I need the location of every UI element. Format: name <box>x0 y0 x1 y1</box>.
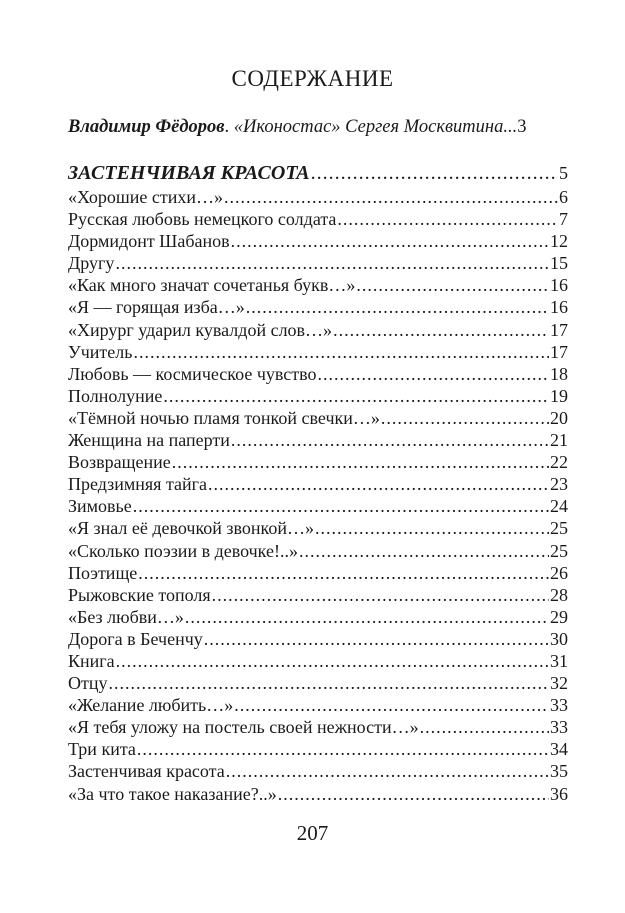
entry-title: Зимовье <box>68 496 132 517</box>
leader-dots <box>115 252 549 274</box>
toc-row <box>68 760 568 782</box>
page-number: 207 <box>296 821 329 845</box>
toc-row <box>68 451 568 473</box>
intro-separator: . <box>224 117 234 137</box>
entry-page: 22 <box>550 452 568 473</box>
toc-row <box>68 650 568 672</box>
entry-page: 25 <box>550 518 568 539</box>
toc-row <box>68 738 568 760</box>
toc-row <box>68 407 568 429</box>
entry-page: 12 <box>550 231 568 252</box>
toc-row <box>68 230 568 252</box>
entry-title: Русская любовь немецкого солдата <box>68 209 337 230</box>
entry-page: 19 <box>550 385 568 406</box>
entry-page: 34 <box>550 739 568 760</box>
toc-row <box>68 694 568 716</box>
entry-page: 16 <box>550 297 568 318</box>
toc-row <box>68 385 568 407</box>
entry-page: 15 <box>550 253 568 274</box>
entry-title: Поэтище <box>68 562 138 583</box>
leader-dots <box>315 517 549 539</box>
entry-page: 21 <box>550 430 568 451</box>
entry-title: «За что такое наказание?..» <box>68 783 277 804</box>
entry-page: 24 <box>550 496 568 517</box>
entry-title: Рыжовские тополя <box>68 584 211 605</box>
entry-title: Застенчивая красота <box>68 761 225 782</box>
leader-dots <box>172 451 549 473</box>
leader-dots <box>337 208 558 230</box>
leader-dots <box>333 319 549 341</box>
entry-title: Полнолуние <box>68 385 163 406</box>
entry-page: 7 <box>559 209 568 230</box>
toc-row <box>68 274 568 296</box>
leader-dots <box>133 341 549 363</box>
leader-dots <box>212 584 549 606</box>
entry-page: 25 <box>550 540 568 561</box>
leader-dots <box>138 562 549 584</box>
leader-dots <box>133 495 549 517</box>
intro-work: «Иконостас» Сергея Москвитина... <box>233 117 518 137</box>
toc-row <box>68 319 568 341</box>
toc-row <box>68 341 568 363</box>
leader-dots <box>246 296 549 318</box>
leader-dots <box>185 606 549 628</box>
toc-row <box>68 363 568 385</box>
entry-page: 26 <box>550 562 568 583</box>
entry-page: 33 <box>550 717 568 738</box>
toc-entries <box>68 186 568 805</box>
toc-section-row <box>68 160 568 186</box>
entry-page: 36 <box>550 783 568 804</box>
entry-title: Предзимняя тайга <box>68 474 208 495</box>
entry-title: Возвращение <box>68 452 171 473</box>
toc-row <box>68 783 568 805</box>
leader-dots <box>234 694 549 716</box>
toc-row <box>68 672 568 694</box>
entry-title: Дорога в Беченчу <box>68 628 203 649</box>
entry-page: 28 <box>550 584 568 605</box>
intro-page: 3 <box>517 117 527 137</box>
leader-dots <box>137 738 549 760</box>
leader-dots <box>311 160 558 186</box>
entry-title: «Тёмной ночью пламя тонкой свечки…» <box>68 407 380 428</box>
leader-dots <box>231 230 549 252</box>
entry-page: 17 <box>550 341 568 362</box>
toc-row <box>68 606 568 628</box>
entry-title: «Я знал её девочкой звонкой…» <box>68 518 315 539</box>
entry-title: «Желание любить…» <box>68 695 234 716</box>
entry-title: Учитель <box>68 341 133 362</box>
toc-row <box>68 584 568 606</box>
entry-title: Дормидонт Шабанов <box>68 231 230 252</box>
toc-row <box>68 296 568 318</box>
entry-title: «Я — горящая изба…» <box>68 297 245 318</box>
entry-title: «Я тебя уложу на постель своей нежности…» <box>68 717 419 738</box>
entry-page: 32 <box>550 673 568 694</box>
section-page: 5 <box>559 163 568 183</box>
entry-title: Отцу <box>68 673 108 694</box>
section-title: ЗАСТЕНЧИВАЯ КРАСОТА <box>68 162 310 184</box>
toc-row <box>68 517 568 539</box>
leader-dots <box>163 385 549 407</box>
toc-row <box>68 628 568 650</box>
entry-page: 35 <box>550 761 568 782</box>
page-title: СОДЕРЖАНИЕ <box>231 66 394 91</box>
toc-row <box>68 562 568 584</box>
entry-page: 30 <box>550 628 568 649</box>
entry-title: Три кита <box>68 739 136 760</box>
leader-dots <box>318 363 549 385</box>
entry-page: 6 <box>559 187 568 207</box>
leader-dots <box>356 274 549 296</box>
entry-page: 17 <box>550 319 568 340</box>
entry-title: «Без любви…» <box>68 606 184 627</box>
entry-page: 23 <box>550 474 568 495</box>
entry-title: Книга <box>68 650 115 671</box>
leader-dots <box>208 473 549 495</box>
leader-dots <box>381 407 549 429</box>
entry-page: 18 <box>550 363 568 384</box>
leader-dots <box>224 186 558 208</box>
intro-entry <box>68 117 570 138</box>
leader-dots <box>299 540 549 562</box>
leader-dots <box>420 716 549 738</box>
toc-row <box>68 716 568 738</box>
leader-dots <box>109 672 550 694</box>
entry-title: «Хорошие стихи…» <box>68 187 223 207</box>
toc-row <box>68 208 568 230</box>
entry-page: 29 <box>550 606 568 627</box>
toc-list <box>68 160 568 805</box>
entry-title: «Сколько поэзии в девочке!..» <box>68 540 298 561</box>
leader-dots <box>278 783 549 805</box>
entry-title: Любовь — космическое чувство <box>68 363 317 384</box>
entry-title: Другу <box>68 253 115 274</box>
entry-page: 16 <box>550 275 568 296</box>
entry-page: 31 <box>550 650 568 671</box>
entry-page: 33 <box>550 695 568 716</box>
toc-row <box>68 252 568 274</box>
leader-dots <box>204 628 549 650</box>
intro-author: Владимир Фёдоров <box>68 117 225 137</box>
toc-row <box>68 186 568 208</box>
toc-row <box>68 429 568 451</box>
leader-dots <box>231 429 549 451</box>
leader-dots <box>116 650 549 672</box>
toc-row <box>68 473 568 495</box>
entry-title: Женщина на паперти <box>68 430 230 451</box>
toc-row <box>68 495 568 517</box>
entry-title: «Хирург ударил кувалдой слов…» <box>68 319 333 340</box>
toc-row <box>68 540 568 562</box>
entry-title: «Как много значат сочетанья букв…» <box>68 275 356 296</box>
leader-dots <box>226 760 549 782</box>
entry-page: 20 <box>550 407 568 428</box>
